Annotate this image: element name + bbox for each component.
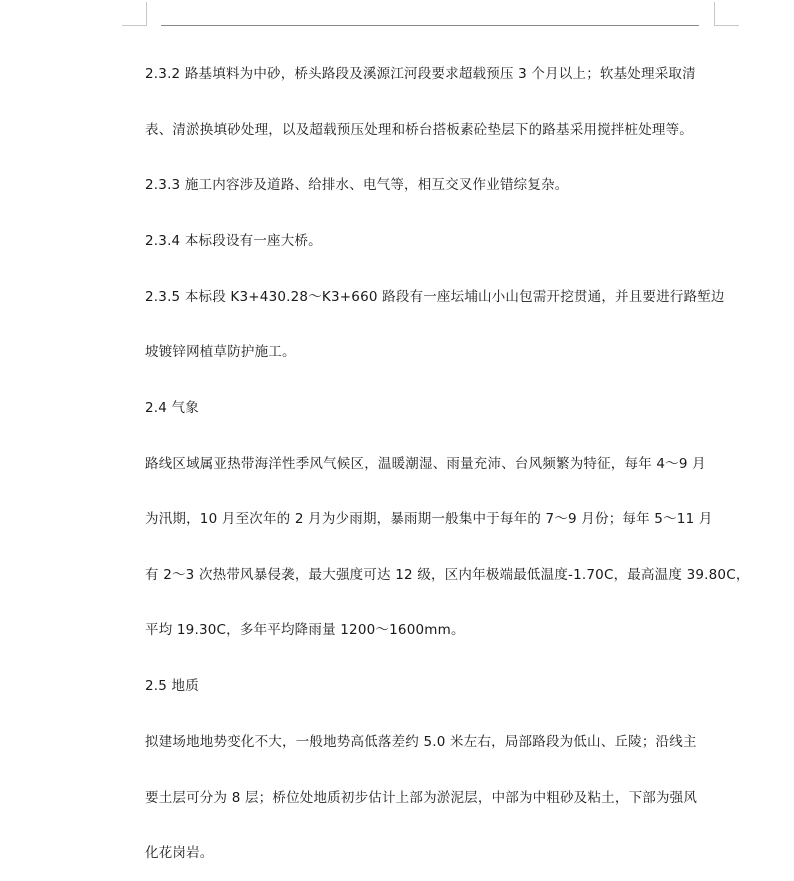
climate-line-1: 路线区域属亚热带海洋性季风气候区，温暖潮湿、雨量充沛、台风频繁为特征，每年 4～9 月	[145, 456, 706, 472]
crop-mark-top-left-vertical	[146, 2, 147, 26]
section-2-3-5-line-2: 坡镀锌网植草防护施工。	[145, 344, 296, 360]
climate-line-3: 有 2～3 次热带风暴侵袭，最大强度可达 12 级，区内年极端最低温度-1.70C，最高温度 39.80C，	[145, 567, 750, 583]
crop-mark-top-right-vertical	[714, 2, 715, 26]
heading-2-4: 2.4 气象	[145, 400, 199, 416]
section-2-3-2-line-1: 2.3.2 路基填料为中砂，桥头路段及溪源江河段要求超载预压 3 个月以上；软基处理采取清	[145, 66, 696, 82]
geology-line-2: 要土层可分为 8 层；桥位处地质初步估计上部为淤泥层，中部为中粗砂及粘土，下部为强风	[145, 790, 698, 806]
header-rule	[161, 25, 699, 26]
geology-line-3: 化花岗岩。	[145, 845, 214, 861]
crop-mark-top-left-horizontal	[122, 25, 147, 26]
section-2-3-4: 2.3.4 本标段设有一座大桥。	[145, 233, 322, 249]
geology-line-1: 拟建场地地势变化不大，一般地势高低落差约 5.0 米左右，局部路段为低山、丘陵；沿线主	[145, 734, 697, 750]
heading-2-5: 2.5 地质	[145, 678, 199, 694]
climate-line-2: 为汛期，10 月至次年的 2 月为少雨期，暴雨期一般集中于每年的 7～9 月份；每年 5～11 月	[145, 511, 713, 527]
crop-mark-top-right-horizontal	[714, 25, 739, 26]
section-2-3-2-line-2: 表、清淤换填砂处理，以及超载预压处理和桥台搭板素砼垫层下的路基采用搅拌桩处理等。	[145, 122, 693, 138]
climate-line-4: 平均 19.30C，多年平均降雨量 1200～1600mm。	[145, 622, 465, 638]
section-2-3-5-line-1: 2.3.5 本标段 K3+430.28～K3+660 路段有一座坛埔山小山包需开挖贯通，并且要进行路堑边	[145, 289, 725, 305]
section-2-3-3: 2.3.3 施工内容涉及道路、给排水、电气等，相互交叉作业错综复杂。	[145, 177, 569, 193]
